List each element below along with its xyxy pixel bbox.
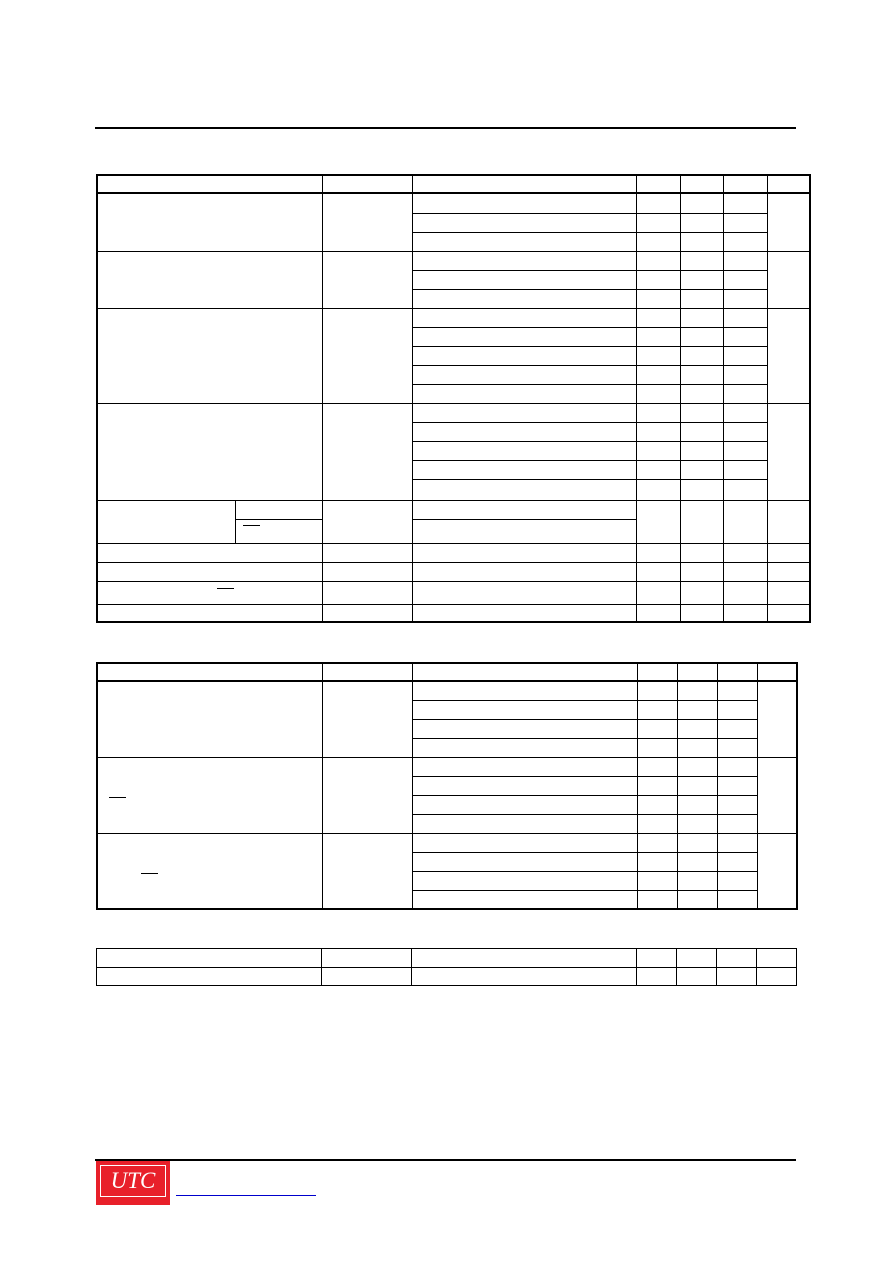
overline-mark	[109, 797, 126, 798]
capacitance-table	[96, 948, 797, 986]
electrical-characteristics-table	[96, 174, 811, 623]
switching-characteristics-table	[96, 662, 798, 910]
logo-frame	[100, 1165, 166, 1197]
table-header-row	[97, 175, 810, 193]
footer-rule	[95, 1159, 796, 1161]
website-link[interactable]	[176, 1195, 316, 1196]
overline-mark	[217, 588, 234, 589]
utc-logo	[96, 1161, 170, 1205]
overline-mark	[141, 873, 158, 874]
table-header-row	[97, 663, 797, 681]
table-header-row	[97, 949, 797, 968]
overline-mark	[243, 525, 260, 526]
top-rule	[95, 127, 796, 129]
logo-text: UTC	[110, 1168, 156, 1193]
